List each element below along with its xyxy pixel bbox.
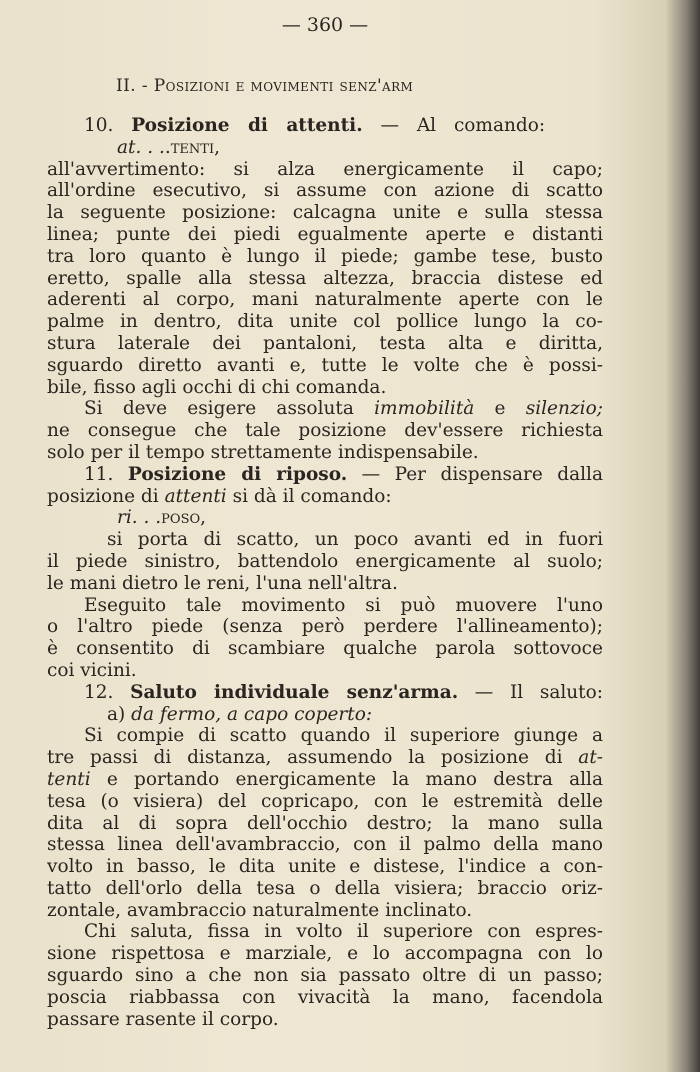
text-line: Si compie di scatto quando il superiore giunge a xyxy=(84,725,603,747)
p11-command: ri. . .poso, xyxy=(117,507,207,529)
text-line: zontale, avambraccio naturalmente inclinato. xyxy=(47,899,473,921)
text-line: sione rispettosa e marziale, e lo accompagna con lo xyxy=(47,943,603,965)
text-line: passare rasente il corpo. xyxy=(47,1008,279,1030)
text-line: volto in basso, le dita unite e distese, l'indice a con- xyxy=(47,856,603,878)
text-line: tra loro quanto è lungo il piede; gambe tese, busto xyxy=(47,245,603,267)
page-body xyxy=(47,115,603,1030)
p10-command: at. . ..tenti, xyxy=(117,136,220,158)
text-line: tre passi di distanza, assumendo la posizione di at- xyxy=(47,747,603,769)
text-line: sguardo diretto avanti e, tutte le volte che è possi- xyxy=(47,354,603,376)
text-line: tatto dell'orlo della tesa o della visiera; braccio oriz- xyxy=(47,877,603,899)
text-line: solo per il tempo strettamente indispensabile. xyxy=(47,441,479,463)
text-line: coi vicini. xyxy=(47,659,137,681)
text-line: è consentito di scambiare qualche parola sottovoce xyxy=(47,638,603,660)
text-line: linea; punte dei piedi egualmente aperte e distanti xyxy=(47,223,603,245)
text-line: stessa linea dell'avambraccio, con il palmo della mano xyxy=(47,834,603,856)
text-line: le mani dietro le reni, l'una nell'altra. xyxy=(47,572,398,594)
text-line: Chi saluta, fissa in volto il superiore con espres- xyxy=(84,921,603,943)
text-line: all'avvertimento: si alza energicamente il capo; xyxy=(47,158,603,180)
text-line: palme in dentro, dita unite col pollice lungo la co- xyxy=(47,311,603,333)
text-line: poscia riabbassa con vivacità la mano, facendola xyxy=(47,986,603,1008)
text-line: tenti e portando energicamente la mano destra alla xyxy=(47,768,603,790)
p12-subheading: a) da fermo, a capo coperto: xyxy=(107,703,373,725)
p10-heading: 10. Posizione di attenti. — Al comando: xyxy=(84,115,546,136)
text-line: il piede sinistro, battendolo energicamente al suolo; xyxy=(47,550,603,572)
text-line: dita al di sopra dell'occhio destro; la mano sulla xyxy=(47,812,603,834)
text-line: all'ordine esecutivo, si assume con azione di scatto xyxy=(47,180,603,202)
text-line: stura laterale dei pantaloni, testa alta e diritta, xyxy=(47,332,603,354)
text-line: bile, fisso agli occhi di chi comanda. xyxy=(47,376,387,398)
p12-title: Saluto individuale senz'arma. xyxy=(130,681,459,703)
text-line: ne consegue che tale posizione dev'essere richiesta xyxy=(47,420,603,442)
text-line: la seguente posizione: calcagna unite e sulla stessa xyxy=(47,202,603,224)
page-number: — 360 — xyxy=(281,14,369,36)
text-line: aderenti al corpo, mani naturalmente aperte con le xyxy=(47,289,603,311)
text-line: tesa (o visiera) del copricapo, con le estremità delle xyxy=(47,790,603,812)
p11-heading: 11. Posizione di riposo. — Per dispensare dalla xyxy=(84,463,603,485)
p10-second-para: Si deve esigere assoluta immobilità e silenzio; xyxy=(84,398,603,420)
text-line: si porta di scatto, un poco avanti ed in fuori xyxy=(107,529,603,551)
text-line: o l'altro piede (senza però perdere l'allineamento); xyxy=(47,616,603,638)
text-line: posizione di attenti si dà il comando: xyxy=(47,485,392,507)
p10-title: Posizione di attenti. xyxy=(131,115,363,136)
text-line: eretto, spalle alla stessa altezza, braccia distese ed xyxy=(47,267,603,289)
text-line: sguardo sino a che non sia passato oltre di un passo; xyxy=(47,965,603,987)
p12-heading: 12. Saluto individuale senz'arma. — Il saluto: xyxy=(84,681,603,703)
p11-title: Posizione di riposo. xyxy=(127,463,348,485)
section-title: II. - Posizioni e movimenti senz'arm xyxy=(116,76,414,96)
text-line: Eseguito tale movimento si può muovere l'uno xyxy=(84,594,603,616)
